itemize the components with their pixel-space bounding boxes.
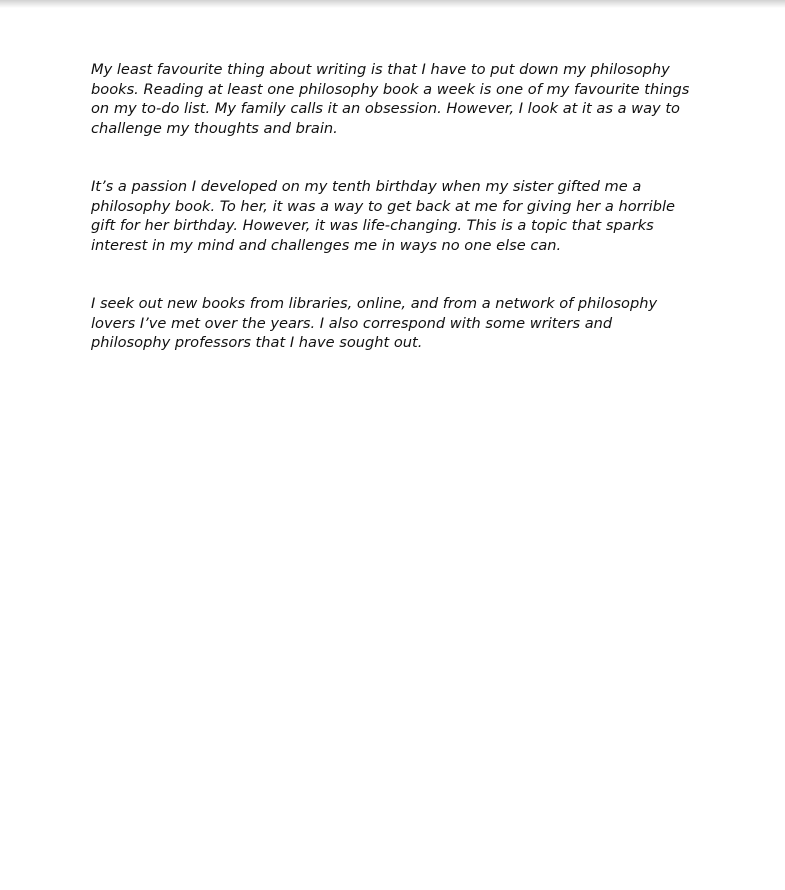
document-body [91,60,731,392]
page-top-shadow [0,0,785,8]
paragraph-3: I seek out new books from libraries, online, and from a network of philosophy lovers I’ve met over the years. I also correspond with some writers and philosophy professors that I have sought out. [91,295,658,351]
paragraph-1: My least favourite thing about writing is that I have to put down my philosophy books. Reading at least one philosophy book a week is one of my favourite things on my to-do list. My family calls it an obsession. However, I look at it as a way to challenge my thoughts and brain. [91,61,690,137]
paragraph-2: It’s a passion I developed on my tenth birthday when my sister gifted me a philosophy book. To her, it was a way to get back at me for giving her a horrible gift for her birthday. However, it was life-changing. This is a topic that sparks interest in my mind and challenges me in ways no one else can. [91,178,676,254]
